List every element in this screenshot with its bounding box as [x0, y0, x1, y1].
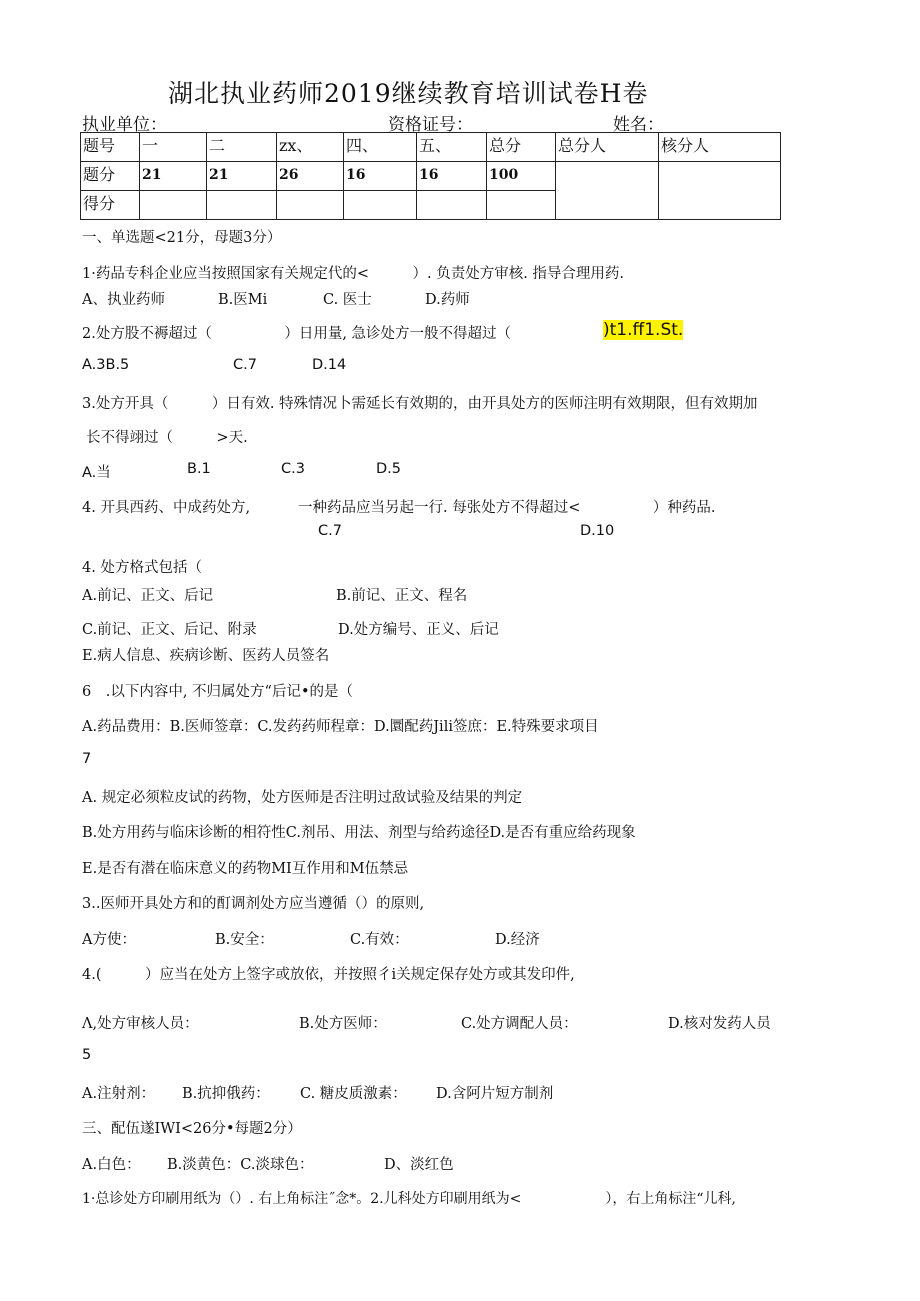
answer-option: D.14	[312, 357, 347, 373]
answer-option: C.前记、正文、后记、附录	[82, 622, 257, 638]
table-cell	[207, 191, 277, 220]
table-row	[81, 162, 781, 191]
question-text: 4. 开具西药、中成药处方,	[82, 500, 251, 516]
table-cell: 100	[487, 162, 556, 191]
answer-option: B.淡黄色：C.淡球色：	[167, 1157, 314, 1173]
table-cell	[140, 191, 207, 220]
table-cell: 核分人	[659, 133, 781, 162]
table-cell: 四、	[344, 133, 417, 162]
answer-option: B.处方用药与临床诊断的相符性C.剂吊、用法、剂型与给药途径D.是否有重应给药现象	[82, 825, 636, 841]
table-cell: 16	[344, 162, 417, 191]
answer-option: C.3	[281, 461, 305, 477]
answer-option: D.5	[376, 461, 401, 477]
unit-label: 执业单位：	[82, 115, 167, 135]
question-text: 3..医师开具处方和的酊调剂处方应当遵循（）的原则,	[82, 896, 425, 912]
answer-option: C.7	[318, 523, 342, 539]
answer-option: C. 糖皮质激素：	[300, 1086, 407, 1102]
highlighted-text	[603, 320, 683, 340]
answer-option: B.前记、正文、程名	[336, 588, 468, 604]
answer-option: D、淡红色	[384, 1157, 454, 1173]
answer-option: A.前记、正文、后记	[82, 588, 214, 604]
table-cell: 一	[140, 133, 207, 162]
answer-option: D.10	[580, 523, 615, 539]
question-text: 4.( ）应当在处方上签字或放依，并按照彳i关规定保存处方或其发印件,	[82, 967, 575, 983]
highlight-mark: )t1.ff1.St.	[603, 320, 684, 340]
answer-option: C.处方调配人员：	[461, 1016, 578, 1032]
table-cell: zx、	[277, 133, 344, 162]
question-text: 4. 处方格式包括（	[82, 560, 202, 576]
question-number: 5	[82, 1047, 92, 1063]
answer-option: D.核对发药人员	[668, 1016, 771, 1032]
answer-option: A.当	[82, 465, 111, 481]
table-cell: 21	[207, 162, 277, 191]
answer-option: E.病人信息、疾病诊断、医药人员签名	[82, 648, 330, 664]
answer-option: D.药师	[425, 292, 470, 308]
section-heading: 一、单选题<21分，母题3分）	[82, 230, 282, 246]
answer-option: B.医Mi	[218, 292, 268, 308]
answer-option: A.注射剂：	[82, 1086, 156, 1102]
table-row	[81, 133, 781, 162]
answer-option: A.白色：	[82, 1157, 141, 1173]
answer-option: D.经济	[495, 932, 540, 948]
answer-option: A方使：	[82, 932, 136, 948]
page-title: 湖北执业药师2019继续教育培训试卷H卷	[168, 79, 649, 108]
table-cell: 16	[417, 162, 487, 191]
score-table	[80, 132, 781, 220]
answer-option: E.是否有潜在临床意义的药物MI互作用和M伍禁忌	[82, 861, 409, 877]
table-cell: 二	[207, 133, 277, 162]
answer-option: A.3B.5	[82, 357, 130, 373]
answer-option: B.处方医师：	[299, 1016, 387, 1032]
answer-option: Λ,处方审核人员：	[82, 1016, 199, 1032]
table-cell	[556, 162, 659, 220]
question-text: 1·总诊处方印刷用纸为（）. 右上角标注˝念*。2.儿科处方印刷用纸为< ），右上角标注“儿科,	[82, 1191, 736, 1207]
table-cell: 题号	[81, 133, 140, 162]
answer-option: C.有效：	[350, 932, 409, 948]
name-label: 姓名：	[613, 115, 664, 135]
answer-option: A. 规定必须粒皮试的药物，处方医师是否注明过敌试验及结果的判定	[82, 790, 523, 806]
question-text: 3.处方开具（ ）日有效. 特殊情况卜需延长有效期的，由开具处方的医师注明有效期限，但有效期加	[82, 396, 758, 412]
table-cell: 题分	[81, 162, 140, 191]
answer-option: B.抗抑俄药：	[182, 1086, 270, 1102]
table-cell: 21	[140, 162, 207, 191]
answer-option: C. 医士	[323, 292, 372, 308]
table-cell	[417, 191, 487, 220]
cert-label: 资格证号：	[388, 115, 473, 135]
answer-option: C.7	[233, 357, 257, 373]
question-text: 6 .以下内容中, 不归属处方“后记•的是（	[82, 684, 354, 700]
question-number: 7	[82, 751, 92, 767]
table-cell: 总分	[487, 133, 556, 162]
answer-option: B.安全：	[215, 932, 274, 948]
table-cell: 得分	[81, 191, 140, 220]
table-cell	[344, 191, 417, 220]
table-cell: 五、	[417, 133, 487, 162]
question-text: 1·药品专科企业应当按照国家有关规定代的< ）. 负责处方审核. 指导合理用药.	[82, 266, 625, 282]
table-cell	[659, 162, 781, 220]
question-text: 一种药品应当另起一行. 每张处方不得超过< ）种药品.	[298, 500, 716, 516]
table-cell: 26	[277, 162, 344, 191]
table-cell	[277, 191, 344, 220]
answer-option: A、执业药师	[82, 292, 165, 308]
question-text: 2.处方股不褥超过（ ）日用量, 急诊处方一般不得超过（	[82, 326, 512, 342]
answer-option: D.含阿片短方制剂	[436, 1086, 554, 1102]
question-text: 长不得翊过（ >天.	[86, 430, 248, 446]
table-cell: 总分人	[556, 133, 659, 162]
table-cell	[487, 191, 556, 220]
answer-option: B.1	[187, 461, 211, 477]
answer-option: A.药品费用：B.医师签章：C.发药药师程章：D.圜配药Jili签庶：E.特殊要求项目	[82, 719, 599, 735]
section-heading: 三、配伍遂IWI<26分•每题2分）	[82, 1121, 302, 1137]
answer-option: D.处方编号、正义、后记	[338, 622, 499, 638]
